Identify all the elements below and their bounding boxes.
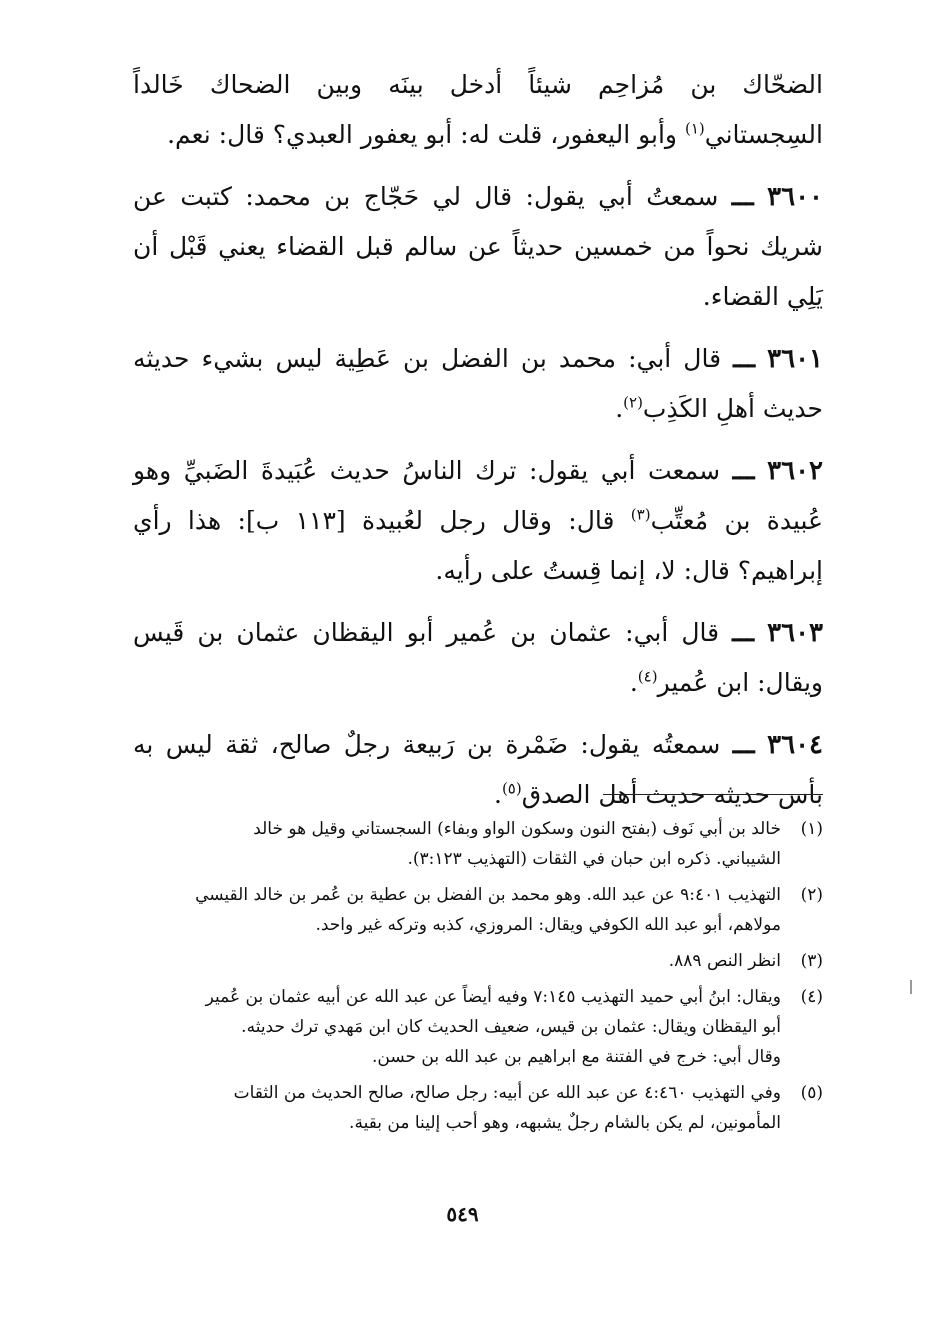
footnote-line: وفي التهذيب ٤:٤٦٠ عن عبد الله عن أبيه: رجل صالح، صالح الحديث من الثقات bbox=[233, 1083, 781, 1103]
footnote-text bbox=[123, 880, 781, 940]
paragraph-3603 bbox=[133, 608, 823, 708]
paragraph-tail: وأبو اليعفور، قلت له: أبو يعفور العبدي؟ قال: نعم. bbox=[167, 120, 685, 149]
paragraph-text: قال أبي: عثمان بن عُمير أبو اليقظان عثمان بن قَيس ويقال: ابن عُمير bbox=[133, 618, 823, 697]
footnote-3 bbox=[123, 946, 823, 976]
entry-dash: ـــ bbox=[732, 618, 755, 647]
paragraph-tail: . bbox=[615, 394, 624, 423]
paragraph-intro bbox=[133, 60, 823, 160]
footnotes bbox=[123, 814, 823, 1144]
footnote-line: انظر النص ٨٨٩. bbox=[668, 951, 781, 971]
paragraph-tail: . bbox=[629, 668, 638, 697]
footnote-separator bbox=[603, 794, 823, 795]
paragraph-3600 bbox=[133, 172, 823, 322]
page-number: ٥٤٩ bbox=[446, 1202, 479, 1226]
entry-number: ٣٦٠٢ bbox=[767, 456, 823, 486]
footnote-number: (٣) bbox=[800, 951, 823, 971]
paragraph-3604 bbox=[133, 720, 823, 820]
footnote-2 bbox=[123, 880, 823, 940]
paragraph-tail: . bbox=[493, 780, 502, 809]
footnote-line: وقال أبي: خرج في الفتنة مع ابراهيم بن عبد الله بن حسن. bbox=[371, 1047, 781, 1067]
paragraph-3601 bbox=[133, 334, 823, 434]
footnote-line: المأمونين، لم يكن بالشام رجلٌ يشبهه، وهو أحب إلينا من بقية. bbox=[349, 1113, 781, 1133]
footnote-line: خالد بن أبي نَوف (بفتح النون وسكون الواو وبفاء) السجستاني وقيل هو خالد bbox=[253, 819, 781, 839]
paragraph-tail: قال: وقال رجل لعُبيدة [١١٣ ب]: هذا رأي إبراهيم؟ قال: لا، إنما قِستُ على رأيه. bbox=[133, 506, 823, 585]
entry-dash: ـــ bbox=[732, 730, 755, 759]
footnote-text bbox=[123, 814, 781, 874]
paragraph-3602 bbox=[133, 446, 823, 596]
footnote-number: (٥) bbox=[800, 1083, 823, 1103]
footnote-line: أبو اليقظان ويقال: عثمان بن قيس، ضعيف الحديث كان ابن مَهدي ترك حديثه. bbox=[241, 1017, 781, 1037]
footnote-number: (٢) bbox=[800, 885, 823, 905]
entry-number: ٣٦٠٠ bbox=[767, 182, 823, 212]
footnote-1 bbox=[123, 814, 823, 874]
paragraph-text: الضحّاك بن مُزاحِم شيئاً أدخل بينَه وبين الضحاك خَالداً السِجستاني bbox=[133, 70, 823, 149]
footnote-ref: (٤) bbox=[637, 667, 658, 686]
footnote-text bbox=[123, 946, 781, 976]
entry-dash: ـــ bbox=[733, 344, 756, 373]
footnote-line: الشيباني. ذكره ابن حبان في الثقات (التهذيب ٣:١٢٣). bbox=[407, 849, 781, 869]
main-text bbox=[133, 60, 823, 832]
paragraph-text: سمعتُه يقول: ضَمْرة بن رَبيعة رجلٌ صالح، ثقة ليس به بأس حديثه حديث أهل الصدق bbox=[133, 730, 823, 809]
footnote-line: التهذيب ٩:٤٠١ عن عبد الله. وهو محمد بن الفضل بن عطية بن عُمر بن خالد القيسي bbox=[195, 885, 781, 905]
entry-dash: ـــ bbox=[731, 182, 754, 211]
footnote-number: (١) bbox=[800, 819, 823, 839]
footnote-text bbox=[123, 982, 781, 1072]
footnote-ref: (٥) bbox=[501, 779, 522, 798]
footnote-number: (٤) bbox=[800, 987, 823, 1007]
paragraph-text: سمعت أبي يقول: ترك الناسُ حديث عُبَيدةَ الضَبيِّ وهو عُبيدة بن مُعتِّب bbox=[133, 456, 824, 535]
paragraph-text: سمعتُ أبي يقول: قال لي حَجّاج بن محمد: كتبت عن شريك نحواً من خمسين حديثاً عن سالم قبل القضاء يعني قَبْل أن يَلِي القضاء. bbox=[133, 182, 823, 311]
footnote-text bbox=[123, 1078, 781, 1138]
scan-margin-mark bbox=[910, 980, 912, 994]
paragraph-text: قال أبي: محمد بن الفضل بن عَطِية ليس بشيء حديثه حديث أهلِ الكَذِب bbox=[133, 344, 823, 423]
footnote-4 bbox=[123, 982, 823, 1072]
footnote-line: ويقال: ابنُ أبي حميد التهذيب ٧:١٤٥ وفيه أيضاً عن عبد الله عن أبيه عثمان بن عُمير bbox=[205, 987, 781, 1007]
entry-number: ٣٦٠٣ bbox=[767, 618, 824, 648]
footnote-ref: (٢) bbox=[623, 393, 643, 412]
entry-number: ٣٦٠٤ bbox=[767, 730, 824, 760]
footnote-ref: (١) bbox=[684, 119, 705, 138]
footnote-5 bbox=[123, 1078, 823, 1138]
footnote-line: مولاهم، أبو عبد الله الكوفي ويقال: المروزي، كذبه وتركه غير واحد. bbox=[315, 915, 781, 935]
footnote-ref: (٣) bbox=[630, 505, 651, 524]
entry-dash: ـــ bbox=[732, 456, 755, 485]
entry-number: ٣٦٠١ bbox=[767, 344, 824, 374]
